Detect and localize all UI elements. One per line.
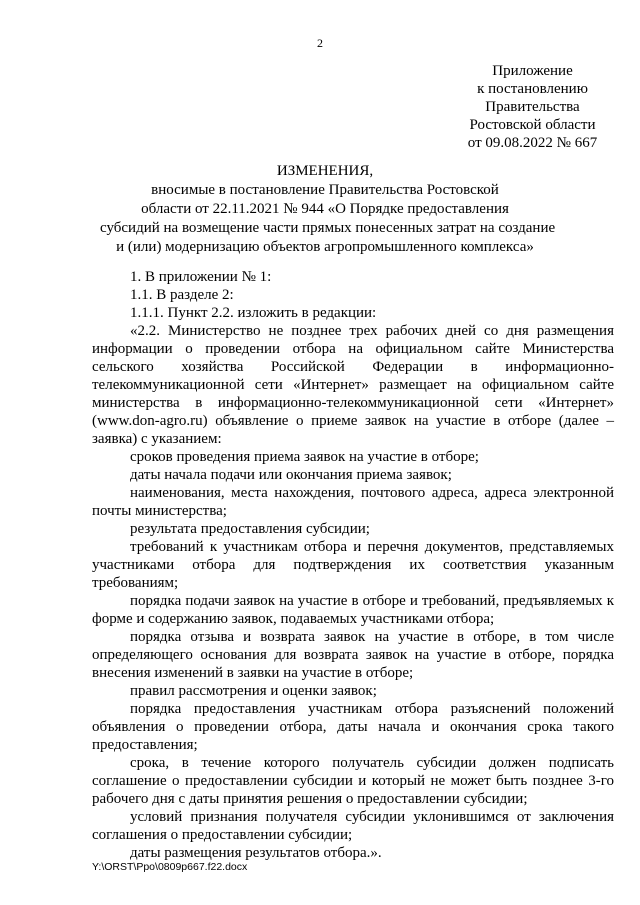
paragraph: правил рассмотрения и оценки заявок; xyxy=(130,683,377,699)
paragraph: даты начала подачи или окончания приема заявок; xyxy=(130,467,452,483)
title-line: субсидий на возмещение части прямых понесенных затрат на создание xyxy=(100,220,556,236)
appendix-line: от 09.08.2022 № 667 xyxy=(467,135,598,151)
paragraph: срока, в течение которого получатель субсидии должен подписать соглашение о предоставлении субсидии и который не может быть позднее 3-го рабочего дня с даты принятия решения о предоставлении субсидии; xyxy=(92,755,614,807)
appendix-block xyxy=(450,62,615,152)
paragraph: порядка отзыва и возврата заявок на участие в отборе, в том числе определяющего основания для возврата заявок на участие в отборе, порядка внесения изменений в заявки на участие в отборе; xyxy=(92,629,614,681)
paragraph: результата предоставления субсидии; xyxy=(130,521,370,537)
paragraph: наименования, места нахождения, почтового адреса, адреса электронной почты министерства; xyxy=(92,485,614,519)
title-line: области от 22.11.2021 № 944 «О Порядке предоставления xyxy=(141,201,509,217)
paragraph: требований к участникам отбора и перечня документов, представляемых участниками отбора для подтверждения их соответствия указанным требованиям; xyxy=(92,539,614,591)
paragraph: 1. В приложении № 1: xyxy=(130,269,272,285)
paragraph: даты размещения результатов отбора.». xyxy=(130,845,382,861)
paragraph: порядка предоставления участникам отбора разъяснений положений объявления о проведении отбора, даты начала и окончания срока такого предоставления; xyxy=(92,701,614,753)
paragraph: порядка подачи заявок на участие в отборе и требований, предъявляемых к форме и содержанию заявок, подаваемых участниками отбора; xyxy=(92,593,614,627)
paragraph: «2.2. Министерство не позднее трех рабочих дней со дня размещения информации о проведении отбора на официальном сайте Министерства сельского хозяйства Российской Федерации в информационно-телекоммуникационной сети «Интернет» размещает на официальном сайте министерства в информационно-телекоммуникационной сети «Интернет» (www.don-agro.ru) объявление о приеме заявок на участие в отборе (далее – заявка) с указанием: xyxy=(92,323,614,447)
appendix-line: к постановлению xyxy=(477,81,588,97)
appendix-line: Правительства xyxy=(485,99,580,115)
paragraph: сроков проведения приема заявок на участие в отборе; xyxy=(130,449,479,465)
paragraph: условий признания получателя субсидии уклонившимся от заключения соглашения о предоставлении субсидии; xyxy=(92,809,614,843)
paragraph: 1.1. В разделе 2: xyxy=(130,287,234,303)
paragraph: 1.1.1. Пункт 2.2. изложить в редакции: xyxy=(130,305,377,321)
document-body xyxy=(92,268,614,862)
document-title xyxy=(100,162,556,257)
appendix-line: Ростовской области xyxy=(469,117,596,133)
title-heading: ИЗМЕНЕНИЯ, xyxy=(276,163,374,179)
title-line: и (или) модернизацию объектов агропромышленного комплекса» xyxy=(116,239,534,255)
appendix-line: Приложение xyxy=(492,63,573,79)
file-path-footer: Y:\ORST\Ppo\0809p667.f22.docx xyxy=(92,861,248,873)
title-line: вносимые в постановление Правительства Ростовской xyxy=(151,182,499,198)
page-number: 2 xyxy=(317,36,323,50)
